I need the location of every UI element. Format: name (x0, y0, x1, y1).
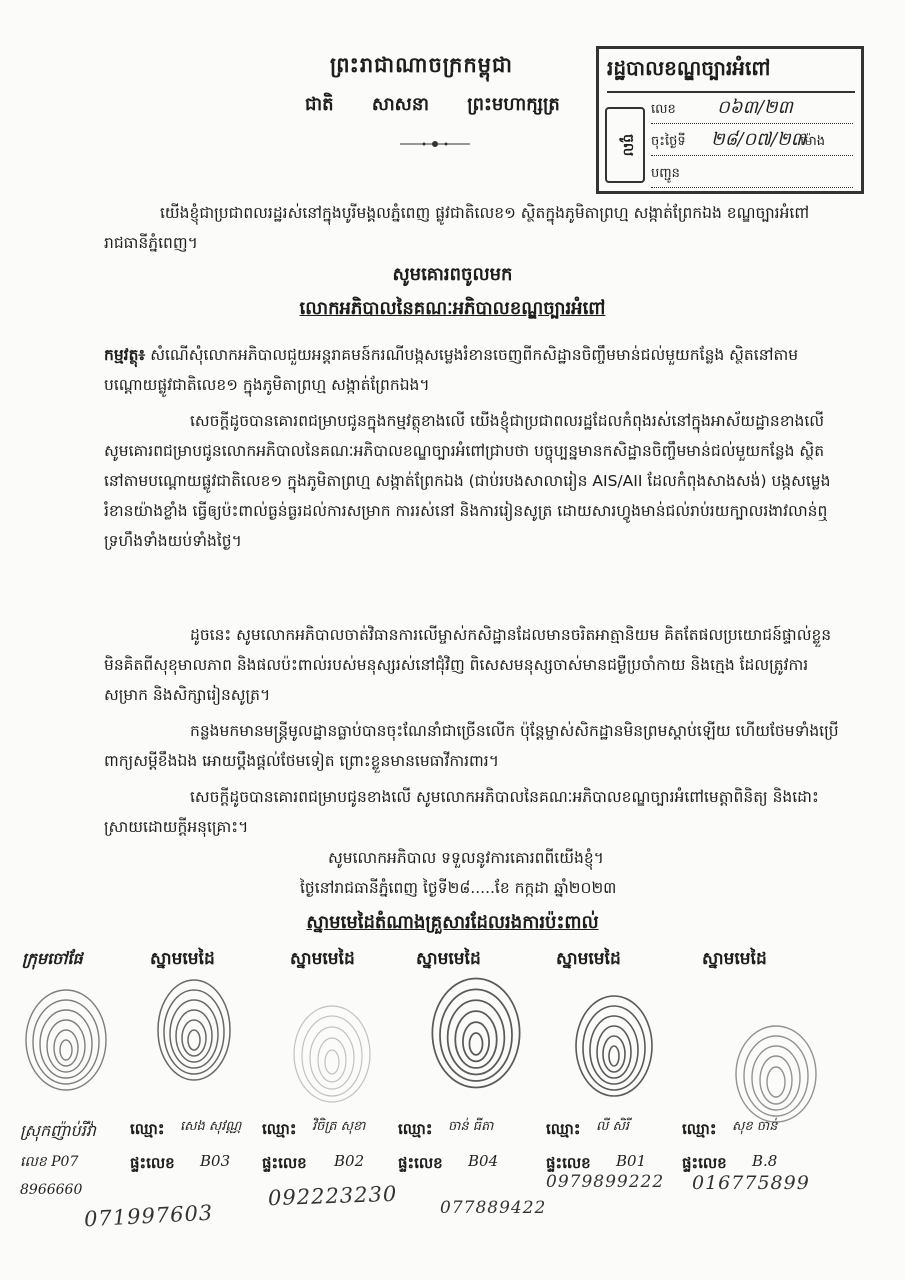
paragraph-4: សេចក្តីដូចបានគោរពជម្រាបជូនខាងលើ សូមលោកអភិបាលនៃគណៈអភិបាលខណ្ឌច្បារអំពៅមេត្តាពិនិត្យ និងដោះស្រាយដោយក្តីអនុគ្រោះ។ (104, 788, 819, 836)
col1-house: លេខ P07 (20, 1154, 79, 1170)
fingerprint-3 (288, 1000, 376, 1108)
column-label-5: ស្នាមមេដៃ (556, 949, 621, 969)
subject-block (104, 340, 839, 400)
ornament-divider (400, 138, 470, 150)
fingerprint-2 (150, 976, 238, 1084)
col4-house: B04 (468, 1152, 499, 1170)
recipient-line: លោកអភិបាលនៃគណៈអភិបាលខណ្ឌច្បារអំពៅ (299, 298, 606, 319)
column-label-3: ស្នាមមេដៃ (290, 949, 355, 969)
stamp-seal: ចូល (605, 107, 645, 183)
col6-house: B.8 (752, 1152, 778, 1170)
column-label-6: ស្នាមមេដៃ (702, 949, 767, 969)
col4-name-label: ឈ្មោះ (398, 1120, 433, 1138)
stamp-date-value: ២៨/០៧/២៣ (711, 129, 807, 150)
national-motto: ជាតិ សាសនា ព្រះមហាក្សត្រ (305, 94, 560, 115)
col5-name-label: ឈ្មោះ (546, 1120, 581, 1138)
col5-phone: 0979899222 (546, 1172, 665, 1192)
column-label-4: ស្នាមមេដៃ (416, 949, 481, 969)
col2-name: សេង សុវណ្ណ (180, 1119, 242, 1134)
closing-line: សូមលោកអភិបាល ទទួលនូវការគោរពពីយើងខ្ញុំ។ (328, 849, 604, 867)
fingerprint-4 (428, 974, 524, 1092)
col2-house-label: ផ្ទះលេខ (130, 1154, 175, 1172)
col3-house: B02 (334, 1152, 365, 1170)
col4-house-label: ផ្ទះលេខ (398, 1154, 443, 1172)
intro-paragraph: យើងខ្ញុំជាប្រជាពលរដ្ឋរស់នៅក្នុងបូរីមង្គលភ្នំពេញ ផ្លូវជាតិលេខ១ ស្ថិតក្នុងភូមិតាព្រហ្ម សង្កាត់ព្រែកឯង ខណ្ឌច្បារអំពៅ រាជធានីភ្នំពេញ។ (104, 204, 810, 252)
paragraph-2: ដូចនេះ សូមលោកអភិបាលចាត់វិធានការលើម្ចាស់កសិដ្ឋានដែលមានចរិតអាត្មានិយម គិតតែផលប្រយោជន៍ផ្ទាល់ខ្លួន មិនគិតពីសុខុមាលភាព និងផលប៉ះពាល់របស់មនុស្សរស់នៅជុំវិញ ពិសេសមនុស្សចាស់មានជម្ងឺប្រចាំកាយ និងក្មេង ដែលត្រូវការសម្រាក និងសិក្សារៀនសូត្រ។ (104, 626, 832, 704)
column-label-2: ស្នាមមេដៃ (150, 949, 215, 969)
col1-name: ស្រុកញ៉ាប់រីវ៉ា (20, 1121, 96, 1140)
stamp-number-value: ០៦៣/២៣ (717, 97, 793, 118)
fingerprint-6 (732, 1020, 820, 1128)
paragraph-1: សេចក្តីដូចបានគោរពជម្រាបជូនក្នុងកម្មវត្ថុខាងលើ យើងខ្ញុំជាប្រជាពលរដ្ឋដែលកំពុងរស់នៅក្នុងអាស័យដ្ឋានខាងលើ សូមគោរពជម្រាបជូនលោកអភិបាលនៃគណៈអភិបាលខណ្ឌច្បារអំពៅជ្រាបថា បច្ចុប្បន្នមានកសិដ្ឋានចិញ្ចឹមមាន់ជល់មួយកន្លែង ស្ថិតនៅតាមបណ្តោយផ្លូវជាតិលេខ១ ក្នុងភូមិតាព្រហ្ម សង្កាត់ព្រែកឯង (ជាប់របងសាលារៀន AIS/AII ដែលកំពុងសាងសង់) បង្កសម្លេងរំខានយ៉ាងខ្លាំង ធ្វើឲ្យប៉ះពាល់ធ្ងន់ធ្ងរដល់ការសម្រាក ការរស់នៅ និងការរៀនសូត្រ ដោយសារហ្វូងមាន់ជល់រាប់រយក្បាលរងាវលាន់ឮទ្រហឹងទាំងយប់ទាំងថ្ងៃ។ (104, 412, 831, 550)
stamp-forward-row (651, 165, 853, 188)
subject-text: សំណើសុំលោកអភិបាលជួយអន្តរាគមន៍ករណីបង្កសម្លេងរំខានចេញពីកសិដ្ឋានចិញ្ចឹមមាន់ជល់មួយកន្លែង ស្ថិតនៅតាមបណ្តោយផ្លូវជាតិលេខ១ ក្នុងភូមិតាព្រហ្ម សង្កាត់ព្រែកឯង។ (104, 346, 799, 394)
date-line: ថ្ងៃនៅរាជធានីភ្នំពេញ ថ្ងៃទី២៨.....ខែ កក្កដា ឆ្នាំ២០២៣ (300, 879, 617, 897)
col3-name-label: ឈ្មោះ (262, 1120, 297, 1138)
col1-phone: 8966660 (20, 1182, 83, 1198)
fingerprint-5 (570, 992, 658, 1100)
stamp-number-label: លេខ (651, 102, 676, 117)
salutation: សូមគោរពចូលមក (392, 264, 513, 285)
kingdom-header: ព្រះរាជាណាចក្រកម្ពុជា (330, 53, 514, 77)
stamp-forward-label: បញ្ជូន (651, 166, 680, 181)
subject-label: កម្មវត្ថុ៖ (104, 346, 146, 364)
col5-name: លី សិរី (596, 1119, 630, 1134)
col4-phone: 077889422 (440, 1198, 547, 1218)
paragraph-3: កន្លងមកមានមន្ត្រីមូលដ្ឋានធ្លាប់បានចុះណែនាំជាច្រើនលើក ប៉ុន្តែម្ចាស់សិកដ្ឋានមិនព្រមស្តាប់ឡើយ ហើយថែមទាំងប្រើពាក្យសម្តីខឹងឯង អោយប្តឹងផ្តល់ថែមទៀត ព្រោះខ្លួនមានមេធាវីការពារ។ (104, 722, 839, 770)
col2-house: B03 (200, 1152, 231, 1170)
fingerprint-1 (22, 986, 110, 1094)
stamp-date-label: ចុះថ្ងៃទី (651, 134, 686, 149)
stamp-title: រដ្ឋបាលខណ្ឌច្បារអំពៅ (607, 55, 855, 93)
col6-house-label: ផ្ទះលេខ (682, 1154, 727, 1172)
col1-phone-2: 071997603 (83, 1200, 214, 1232)
signature-heading: ស្នាមមេដៃតំណាងគ្រួសារដែលរងការប៉ះពាល់ (306, 912, 599, 933)
col3-name: វិចិត្រ សុខា (312, 1119, 366, 1134)
col6-name: សុខ ចាន់ (732, 1119, 778, 1134)
col6-name-label: ឈ្មោះ (682, 1120, 717, 1138)
col2-name-label: ឈ្មោះ (130, 1120, 165, 1138)
col5-house: B01 (616, 1152, 647, 1170)
stamp-time-label: ម៉ោង (800, 134, 825, 149)
col2-phone: 092223230 (267, 1181, 398, 1211)
col6-phone: 016775899 (692, 1172, 810, 1194)
column-label-1: ក្រុមចៅផែ (22, 949, 83, 968)
received-stamp (596, 46, 864, 194)
col3-house-label: ផ្ទះលេខ (262, 1154, 307, 1172)
col4-name: ចាន់ ធីតា (448, 1119, 494, 1134)
col5-house-label: ផ្ទះលេខ (546, 1154, 591, 1172)
